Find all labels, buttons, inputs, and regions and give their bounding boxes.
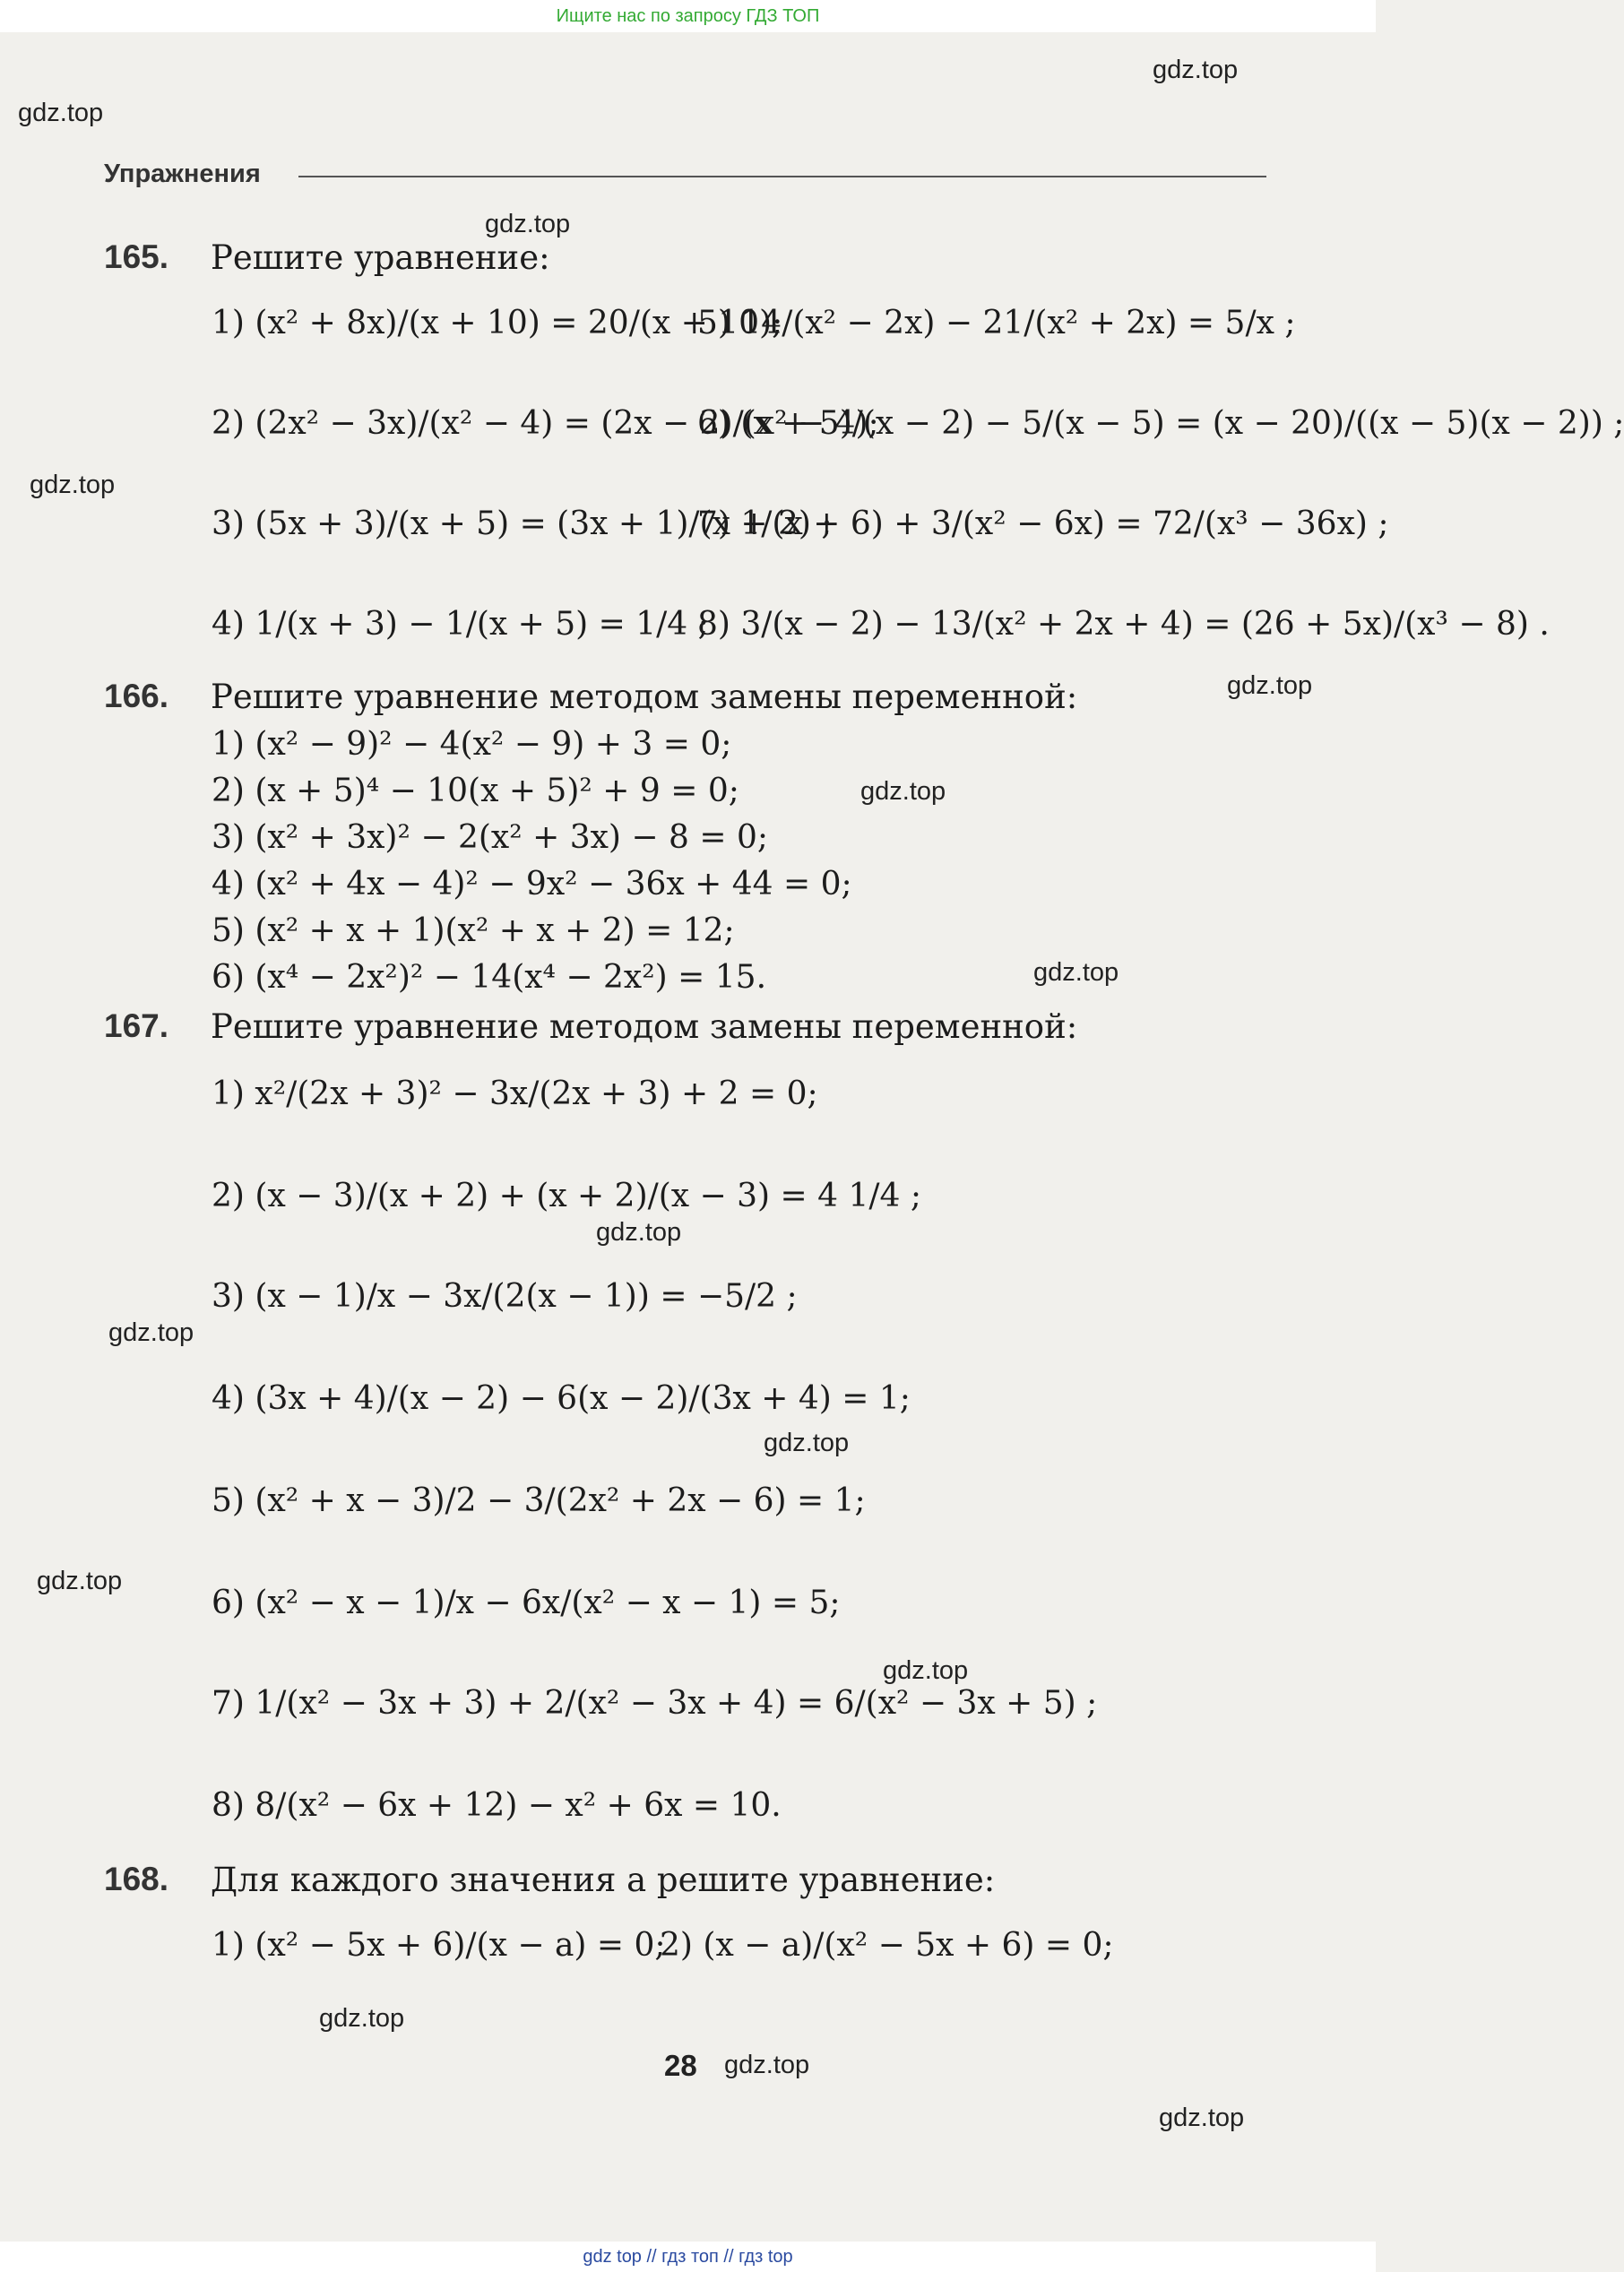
problem-number: 168. xyxy=(104,1861,169,1897)
equation-item: 5) (x² + x + 1)(x² + x + 2) = 12; xyxy=(212,912,735,949)
equation-item: 7) 1/(x + 6) + 3/(x² − 6x) = 72/(x³ − 36x) ; xyxy=(697,505,1389,542)
watermark: gdz.top xyxy=(596,1218,682,1247)
equation-item: 2) (x − a)/(x² − 5x + 6) = 0; xyxy=(660,1927,1114,1964)
watermark: gdz.top xyxy=(30,471,116,499)
equation-item: 6) (x² − x − 1)/x − 6x/(x² − x − 1) = 5; xyxy=(212,1585,841,1621)
problem-task: Решите уравнение: xyxy=(211,238,550,277)
equation-item: 3) (5x + 3)/(x + 5) = (3x + 1)/(x + 2) ; xyxy=(212,505,833,542)
equation-item: 3) (x − 1)/x − 3x/(2(x − 1)) = −5/2 ; xyxy=(212,1278,798,1315)
watermark: gdz.top xyxy=(1159,2104,1245,2132)
equation-item: 2) (x − 3)/(x + 2) + (x + 2)/(x − 3) = 4 1/4 ; xyxy=(212,1178,921,1214)
watermark: gdz.top xyxy=(1153,56,1239,84)
equation-item: 8) 3/(x − 2) − 13/(x² + 2x + 4) = (26 + 5x)/(x³ − 8) . xyxy=(697,606,1550,643)
watermark: gdz.top xyxy=(860,777,946,806)
header-link[interactable]: Ищите нас по запросу ГДЗ ТОП xyxy=(0,0,1376,32)
equation-item: 2) (2x² − 3x)/(x² − 4) = (2x − 2)/(x² − 4); xyxy=(212,405,879,442)
equation-item: 1) (x² − 9)² − 4(x² − 9) + 3 = 0; xyxy=(212,726,732,763)
watermark: gdz.top xyxy=(764,1429,850,1457)
footer-links[interactable]: gdz top // гдз топ // гдз top xyxy=(0,2242,1376,2272)
equation-item: 1) (x² − 5x + 6)/(x − a) = 0; xyxy=(212,1927,666,1964)
equation-item: 4) (3x + 4)/(x − 2) − 6(x − 2)/(3x + 4) = 1; xyxy=(212,1380,911,1417)
watermark: gdz.top xyxy=(37,1567,123,1595)
problem-number: 165. xyxy=(104,238,169,275)
problem-number: 167. xyxy=(104,1007,169,1044)
watermark: gdz.top xyxy=(724,2051,810,2079)
watermark: gdz.top xyxy=(485,210,571,238)
watermark: gdz.top xyxy=(1227,671,1313,700)
page-number: 28 xyxy=(664,2049,697,2082)
watermark: gdz.top xyxy=(18,99,104,127)
watermark: gdz.top xyxy=(883,1656,969,1685)
equation-item: 4) 1/(x + 3) − 1/(x + 5) = 1/4 ; xyxy=(212,606,709,643)
equation-item: 1) (x² + 8x)/(x + 10) = 20/(x + 10); xyxy=(212,305,783,341)
equation-item: 3) (x² + 3x)² − 2(x² + 3x) − 8 = 0; xyxy=(212,819,768,856)
watermark: gdz.top xyxy=(1033,958,1119,987)
equation-item: 6) (x + 5)/(x − 2) − 5/(x − 5) = (x − 20)/((x − 5)(x − 2)) ; xyxy=(697,405,1624,442)
equation-item: 2) (x + 5)⁴ − 10(x + 5)² + 9 = 0; xyxy=(212,773,739,809)
equation-item: 4) (x² + 4x − 4)² − 9x² − 36x + 44 = 0; xyxy=(212,866,852,903)
equation-item: 5) (x² + x − 3)/2 − 3/(2x² + 2x − 6) = 1; xyxy=(212,1482,866,1519)
equation-item: 1) x²/(2x + 3)² − 3x/(2x + 3) + 2 = 0; xyxy=(212,1076,818,1112)
equation-item: 7) 1/(x² − 3x + 3) + 2/(x² − 3x + 4) = 6/(x² − 3x + 5) ; xyxy=(212,1685,1098,1722)
problem-task: Решите уравнение методом замены переменной: xyxy=(211,1007,1078,1046)
equation-item: 6) (x⁴ − 2x²)² − 14(x⁴ − 2x²) = 15. xyxy=(212,959,767,996)
equation-item: 8) 8/(x² − 6x + 12) − x² + 6x = 10. xyxy=(212,1787,782,1824)
section-rule xyxy=(298,176,1266,177)
watermark: gdz.top xyxy=(319,2004,405,2033)
problem-task: Для каждого значения a решите уравнение: xyxy=(211,1861,996,1899)
problem-task: Решите уравнение методом замены переменной: xyxy=(211,678,1078,716)
watermark: gdz.top xyxy=(108,1318,194,1347)
problem-number: 166. xyxy=(104,678,169,714)
equation-item: 5) 14/(x² − 2x) − 21/(x² + 2x) = 5/x ; xyxy=(697,305,1296,341)
section-title: Упражнения xyxy=(104,160,261,188)
